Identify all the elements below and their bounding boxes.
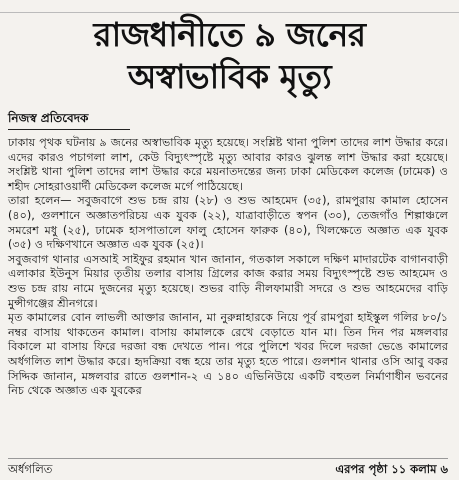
article-paragraph: মৃত কামালের বোন লাভলী আক্তার জানান, মা নুরুন্নাহারকে নিয়ে পূর্ব রামপুরা হাইস্কুল গলির ৮০/১ নম্বর বাসায় থাকতেন কামাল। বাসায় কামালকে রেখে বেড়াতে যান মা। তিন দিন পর মঙ্গলবার বিকালে মা বাসায় ফিরে দরজা বন্ধ দেখতে পান। পরে পুলিশে খবর দিলে দরজা ভেঙে কামালের অর্ধগলিত লাশ উদ্ধার করে। হৃদক্রিয়া বন্ধ হয়ে তার মৃত্যু হতে পারে। গুলশান থানার ওসি আবু বকর সিদ্দিক জানান, মঙ্গলবার রাতে গুলশান-২ এ ১৪০ এভিনিউয়ে একটি বহুতল নির্মাণাধীন ভবনের নিচ থেকে অজ্ঞাত এক যুবকের (8, 311, 448, 398)
page-top-strip (0, 0, 459, 13)
article-body (8, 136, 448, 399)
headline (6, 14, 453, 98)
continuation-line (8, 458, 448, 475)
article-paragraph: তারা হলেন— সবুজবাগে শুভ চন্দ্র রায় (২৮) ও শুভ আহমেদ (৩৫), রামপুরায় কামাল হোসেন (৪০), গুলশানে অজ্ঞাতপরিচয় এক যুবক (২২), যাত্রাবাড়ীতে স্বপন (৩০), তেজগাঁও শিল্পাঞ্চলে সমরেশ মধু (২৫), ঢামেক হাসপাতালে ফালু হোসেন ফারুক (৪০), খিলক্ষেতে অজ্ঞাত এক যুবক (৩৫) ও দক্ষিণখানে অজ্ঞাত এক যুবক (২৫)। (8, 194, 448, 252)
article-paragraph: সবুজবাগ থানার এসআই সাইফুর রহমান খান জানান, গতকাল সকালে দক্ষিণ মাদারটেক বাগানবাড়ী এলাকার ইউনুস মিয়ার তৃতীয় তলার বাসায় গ্রিলের কাজ করার সময় বিদ্যুৎস্পৃষ্টে শুভ আহমেদ ও শুভ চন্দ্র রায় নামে দুজনের মৃত্যু হয়েছে। শুভর বাড়ি নীলফামারী সদরে ও শুভ আহমেদের বাড়ি মুন্সীগঞ্জের শ্রীনগরে। (8, 252, 448, 310)
headline-line-2: অস্বাভাবিক মৃত্যু (127, 57, 332, 96)
article-paragraph: ঢাকায় পৃথক ঘটনায় ৯ জনের অস্বাভাবিক মৃত্যু হয়েছে। সংশ্লিষ্ট থানা পুলিশ তাদের লাশ উদ্ধার করে। এদের কারও পচাগলা লাশ, কেউ বিদ্যুৎস্পৃষ্টে মৃত্যু আবার কারও ঝুলন্ত লাশ উদ্ধার করা হয়েছে। সংশ্লিষ্ট থানা পুলিশ তাদের লাশ উদ্ধার করে ময়নাতদন্তের জন্য ঢাকা মেডিকেল কলেজ (ঢামেক) ও শহীদ সোহরাওয়ার্দী মেডিকেল কলেজ মর্গে পাঠিয়েছে। (8, 136, 448, 193)
byline-rule (8, 129, 130, 130)
headline-line-1: রাজধানীতে ৯ জনের (93, 15, 366, 54)
byline: নিজস্ব প্রতিবেদক (8, 111, 89, 125)
continuation-fragment: অর্ধগলিত (8, 462, 53, 476)
continued-on-page-note: এরপর পৃষ্ঠা ১১ কলাম ৬ (335, 462, 448, 476)
